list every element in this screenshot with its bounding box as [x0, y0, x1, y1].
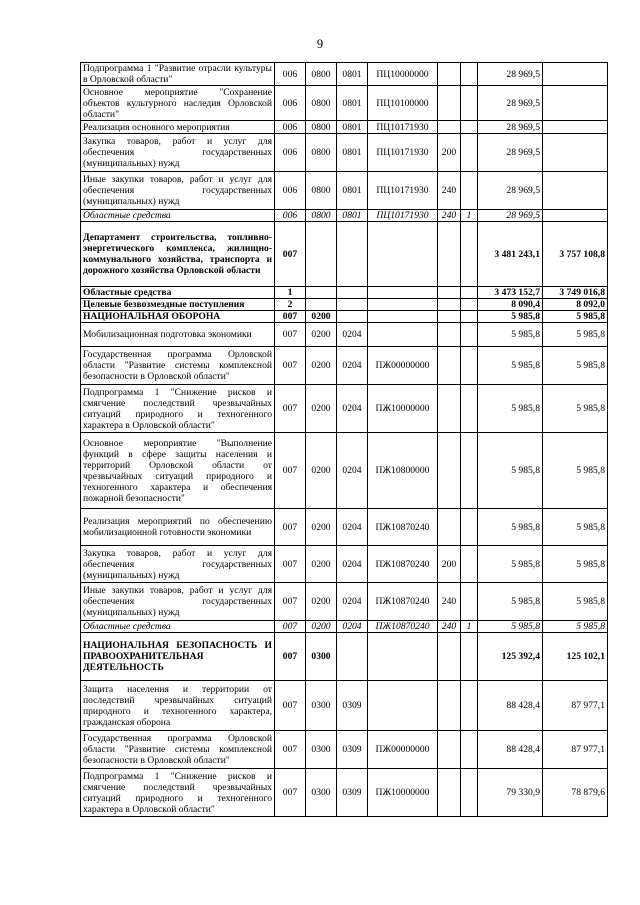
department-code-cell: 007 [275, 323, 306, 347]
amount-year2-cell: 8 092,0 [543, 299, 608, 311]
funding-source-cell [461, 769, 478, 817]
funding-source-cell [461, 311, 478, 323]
department-code-cell: 007 [275, 385, 306, 433]
target-article-cell: ПЖ10800000 [368, 433, 438, 509]
subsection-code-cell: 0801 [337, 86, 368, 121]
section-code-cell [306, 287, 337, 299]
expense-type-cell: 240 [438, 621, 461, 633]
expense-type-cell [438, 433, 461, 509]
amount-year1-cell: 5 985,8 [478, 433, 543, 509]
funding-source-cell [461, 583, 478, 621]
department-code-cell: 007 [275, 509, 306, 546]
amount-year2-cell [543, 134, 608, 172]
expense-type-cell [438, 323, 461, 347]
funding-source-cell [461, 299, 478, 311]
amount-year1-cell: 88 428,4 [478, 681, 543, 731]
expense-type-cell: 200 [438, 134, 461, 172]
amount-year2-cell: 3 757 108,8 [543, 222, 608, 287]
department-code-cell: 006 [275, 86, 306, 121]
row-name-cell: Основное мероприятие "Выполнение функций в сфере защиты населения и территорий Орловской области от чрезвычайных ситуаций природного и техногенного характера и обеспечения пожарной безопасности" [81, 433, 275, 509]
expense-type-cell [438, 287, 461, 299]
amount-year1-cell: 5 985,8 [478, 621, 543, 633]
row-name-cell: Основное мероприятие "Сохранение объектов культурного наследия Орловской области" [81, 86, 275, 121]
target-article-cell: ПЖ00000000 [368, 731, 438, 769]
target-article-cell: ПЖ10000000 [368, 385, 438, 433]
department-code-cell: 1 [275, 287, 306, 299]
expense-type-cell [438, 509, 461, 546]
row-name-cell: Государственная программа Орловской области "Развитие системы комплексной безопасности в Орловской области" [81, 347, 275, 385]
section-code-cell: 0800 [306, 210, 337, 222]
page-number: 9 [316, 37, 324, 51]
target-article-cell [368, 681, 438, 731]
amount-year2-cell: 87 977,1 [543, 681, 608, 731]
section-code-cell: 0200 [306, 311, 337, 323]
amount-year1-cell: 3 473 152,7 [478, 287, 543, 299]
funding-source-cell [461, 385, 478, 433]
table-row [81, 121, 608, 134]
amount-year1-cell: 5 985,8 [478, 509, 543, 546]
amount-year1-cell: 5 985,8 [478, 347, 543, 385]
section-code-cell: 0300 [306, 731, 337, 769]
department-code-cell: 007 [275, 347, 306, 385]
amount-year2-cell: 5 985,8 [543, 509, 608, 546]
amount-year2-cell: 5 985,8 [543, 385, 608, 433]
amount-year1-cell: 28 969,5 [478, 134, 543, 172]
target-article-cell: ПЖ10870240 [368, 583, 438, 621]
target-article-cell: ПЦ10171930 [368, 134, 438, 172]
subsection-code-cell: 0204 [337, 385, 368, 433]
amount-year2-cell: 125 102,1 [543, 633, 608, 681]
table-row [81, 323, 608, 347]
amount-year2-cell [543, 86, 608, 121]
amount-year2-cell: 78 879,6 [543, 769, 608, 817]
amount-year1-cell: 5 985,8 [478, 385, 543, 433]
row-name-cell: Реализация мероприятий по обеспечению мобилизационной готовности экономики [81, 509, 275, 546]
subsection-code-cell: 0801 [337, 172, 368, 210]
funding-source-cell: 1 [461, 621, 478, 633]
section-code-cell: 0800 [306, 134, 337, 172]
section-code-cell: 0200 [306, 433, 337, 509]
table-row [81, 210, 608, 222]
row-name-cell: Иные закупки товаров, работ и услуг для обеспечения государственных (муниципальных) нужд [81, 583, 275, 621]
target-article-cell: ПЖ10870240 [368, 621, 438, 633]
row-name-cell: Областные средства [81, 621, 275, 633]
target-article-cell: ПЖ10000000 [368, 769, 438, 817]
section-code-cell: 0200 [306, 583, 337, 621]
section-code-cell: 0300 [306, 769, 337, 817]
budget-table-body [81, 63, 608, 817]
section-code-cell: 0800 [306, 86, 337, 121]
department-code-cell: 007 [275, 546, 306, 583]
expense-type-cell [438, 731, 461, 769]
amount-year1-cell: 5 985,8 [478, 323, 543, 347]
table-row [81, 299, 608, 311]
amount-year2-cell: 5 985,8 [543, 583, 608, 621]
table-row [81, 633, 608, 681]
department-code-cell: 2 [275, 299, 306, 311]
expense-type-cell [438, 769, 461, 817]
department-code-cell: 006 [275, 134, 306, 172]
table-row [81, 347, 608, 385]
department-code-cell: 006 [275, 121, 306, 134]
expense-type-cell [438, 633, 461, 681]
target-article-cell: ПЦ10171930 [368, 172, 438, 210]
section-code-cell: 0800 [306, 172, 337, 210]
row-name-cell: НАЦИОНАЛЬНАЯ БЕЗОПАСНОСТЬ И ПРАВООХРАНИТЕЛЬНАЯ ДЕЯТЕЛЬНОСТЬ [81, 633, 275, 681]
table-row [81, 509, 608, 546]
target-article-cell: ПЦ10100000 [368, 86, 438, 121]
table-row [81, 287, 608, 299]
department-code-cell: 007 [275, 311, 306, 323]
section-code-cell [306, 299, 337, 311]
section-code-cell: 0200 [306, 323, 337, 347]
amount-year2-cell: 3 749 016,8 [543, 287, 608, 299]
row-name-cell: Мобилизационная подготовка экономики [81, 323, 275, 347]
subsection-code-cell [337, 222, 368, 287]
subsection-code-cell: 0204 [337, 433, 368, 509]
subsection-code-cell [337, 299, 368, 311]
amount-year1-cell: 8 090,4 [478, 299, 543, 311]
row-name-cell: Подпрограмма 1 "Снижение рисков и смягчение последствий чрезвычайных ситуаций природного и техногенного характера в Орловской области" [81, 385, 275, 433]
department-code-cell: 007 [275, 633, 306, 681]
funding-source-cell [461, 546, 478, 583]
table-row [81, 681, 608, 731]
expense-type-cell [438, 121, 461, 134]
section-code-cell: 0300 [306, 633, 337, 681]
funding-source-cell [461, 731, 478, 769]
amount-year2-cell [543, 210, 608, 222]
target-article-cell [368, 323, 438, 347]
funding-source-cell [461, 172, 478, 210]
amount-year2-cell [543, 121, 608, 134]
subsection-code-cell: 0309 [337, 681, 368, 731]
expense-type-cell [438, 86, 461, 121]
target-article-cell: ПЦ10171930 [368, 121, 438, 134]
department-code-cell: 007 [275, 222, 306, 287]
amount-year2-cell: 5 985,8 [543, 621, 608, 633]
budget-table [80, 62, 608, 817]
target-article-cell: ПЖ10870240 [368, 509, 438, 546]
amount-year2-cell: 5 985,8 [543, 347, 608, 385]
subsection-code-cell: 0801 [337, 121, 368, 134]
expense-type-cell [438, 347, 461, 385]
amount-year2-cell: 5 985,8 [543, 311, 608, 323]
subsection-code-cell: 0204 [337, 546, 368, 583]
subsection-code-cell: 0204 [337, 621, 368, 633]
section-code-cell: 0200 [306, 347, 337, 385]
row-name-cell: Областные средства [81, 287, 275, 299]
subsection-code-cell [337, 633, 368, 681]
table-row [81, 63, 608, 86]
amount-year1-cell: 88 428,4 [478, 731, 543, 769]
section-code-cell: 0200 [306, 385, 337, 433]
amount-year2-cell: 5 985,8 [543, 433, 608, 509]
table-row [81, 86, 608, 121]
target-article-cell [368, 287, 438, 299]
amount-year1-cell: 125 392,4 [478, 633, 543, 681]
section-code-cell [306, 222, 337, 287]
department-code-cell: 007 [275, 681, 306, 731]
row-name-cell: Реализация основного мероприятия [81, 121, 275, 134]
department-code-cell: 007 [275, 731, 306, 769]
amount-year1-cell: 5 985,8 [478, 311, 543, 323]
subsection-code-cell [337, 311, 368, 323]
amount-year1-cell: 5 985,8 [478, 546, 543, 583]
amount-year2-cell: 5 985,8 [543, 546, 608, 583]
row-name-cell: Иные закупки товаров, работ и услуг для обеспечения государственных (муниципальных) нужд [81, 172, 275, 210]
target-article-cell: ПЦ10171930 [368, 210, 438, 222]
row-name-cell: Целевые безвозмездные поступления [81, 299, 275, 311]
department-code-cell: 007 [275, 769, 306, 817]
subsection-code-cell: 0801 [337, 210, 368, 222]
expense-type-cell [438, 299, 461, 311]
amount-year1-cell: 28 969,5 [478, 172, 543, 210]
subsection-code-cell [337, 287, 368, 299]
row-name-cell: Государственная программа Орловской области "Развитие системы комплексной безопасности в Орловской области" [81, 731, 275, 769]
section-code-cell: 0800 [306, 121, 337, 134]
section-code-cell: 0200 [306, 509, 337, 546]
target-article-cell: ПЦ10000000 [368, 63, 438, 86]
department-code-cell: 007 [275, 583, 306, 621]
funding-source-cell [461, 509, 478, 546]
table-row [81, 731, 608, 769]
target-article-cell [368, 299, 438, 311]
table-row [81, 583, 608, 621]
table-row [81, 546, 608, 583]
amount-year1-cell: 28 969,5 [478, 121, 543, 134]
amount-year2-cell [543, 172, 608, 210]
department-code-cell: 006 [275, 63, 306, 86]
table-row [81, 621, 608, 633]
table-row [81, 134, 608, 172]
amount-year1-cell: 28 969,5 [478, 210, 543, 222]
amount-year2-cell: 5 985,8 [543, 323, 608, 347]
subsection-code-cell: 0309 [337, 769, 368, 817]
expense-type-cell [438, 222, 461, 287]
funding-source-cell [461, 323, 478, 347]
expense-type-cell: 240 [438, 583, 461, 621]
section-code-cell: 0200 [306, 621, 337, 633]
table-row [81, 222, 608, 287]
table-row [81, 172, 608, 210]
row-name-cell: Закупка товаров, работ и услуг для обеспечения государственных (муниципальных) нужд [81, 134, 275, 172]
subsection-code-cell: 0204 [337, 583, 368, 621]
amount-year1-cell: 79 330,9 [478, 769, 543, 817]
expense-type-cell: 200 [438, 546, 461, 583]
department-code-cell: 006 [275, 210, 306, 222]
amount-year1-cell: 3 481 243,1 [478, 222, 543, 287]
table-row [81, 385, 608, 433]
funding-source-cell [461, 433, 478, 509]
row-name-cell: Подпрограмма 1 "Развитие отрасли культуры в Орловской области" [81, 63, 275, 86]
row-name-cell: НАЦИОНАЛЬНАЯ ОБОРОНА [81, 311, 275, 323]
department-code-cell: 007 [275, 433, 306, 509]
table-row [81, 769, 608, 817]
subsection-code-cell: 0801 [337, 134, 368, 172]
funding-source-cell [461, 86, 478, 121]
expense-type-cell: 240 [438, 210, 461, 222]
section-code-cell: 0800 [306, 63, 337, 86]
funding-source-cell [461, 347, 478, 385]
target-article-cell: ПЖ10870240 [368, 546, 438, 583]
expense-type-cell [438, 311, 461, 323]
row-name-cell: Подпрограмма 1 "Снижение рисков и смягчение последствий чрезвычайных ситуаций природного и техногенного характера в Орловской области" [81, 769, 275, 817]
target-article-cell [368, 222, 438, 287]
funding-source-cell [461, 681, 478, 731]
department-code-cell: 007 [275, 621, 306, 633]
funding-source-cell [461, 63, 478, 86]
target-article-cell [368, 633, 438, 681]
expense-type-cell [438, 63, 461, 86]
subsection-code-cell: 0204 [337, 347, 368, 385]
funding-source-cell [461, 222, 478, 287]
funding-source-cell [461, 134, 478, 172]
amount-year2-cell: 87 977,1 [543, 731, 608, 769]
section-code-cell: 0200 [306, 546, 337, 583]
expense-type-cell [438, 681, 461, 731]
subsection-code-cell: 0801 [337, 63, 368, 86]
department-code-cell: 006 [275, 172, 306, 210]
subsection-code-cell: 0309 [337, 731, 368, 769]
table-row [81, 433, 608, 509]
subsection-code-cell: 0204 [337, 509, 368, 546]
target-article-cell [368, 311, 438, 323]
subsection-code-cell: 0204 [337, 323, 368, 347]
funding-source-cell [461, 633, 478, 681]
row-name-cell: Департамент строительства, топливно-энергетического комплекса, жилищно-коммунального хозяйства, транспорта и дорожного хозяйства Орловской области [81, 222, 275, 287]
section-code-cell: 0300 [306, 681, 337, 731]
funding-source-cell [461, 287, 478, 299]
table-row [81, 311, 608, 323]
amount-year1-cell: 28 969,5 [478, 86, 543, 121]
row-name-cell: Защита населения и территории от последствий чрезвычайных ситуаций природного и техногенного характера, гражданская оборона [81, 681, 275, 731]
row-name-cell: Закупка товаров, работ и услуг для обеспечения государственных (муниципальных) нужд [81, 546, 275, 583]
amount-year2-cell [543, 63, 608, 86]
expense-type-cell [438, 385, 461, 433]
row-name-cell: Областные средства [81, 210, 275, 222]
amount-year1-cell: 5 985,8 [478, 583, 543, 621]
target-article-cell: ПЖ00000000 [368, 347, 438, 385]
funding-source-cell [461, 121, 478, 134]
funding-source-cell: 1 [461, 210, 478, 222]
expense-type-cell: 240 [438, 172, 461, 210]
amount-year1-cell: 28 969,5 [478, 63, 543, 86]
